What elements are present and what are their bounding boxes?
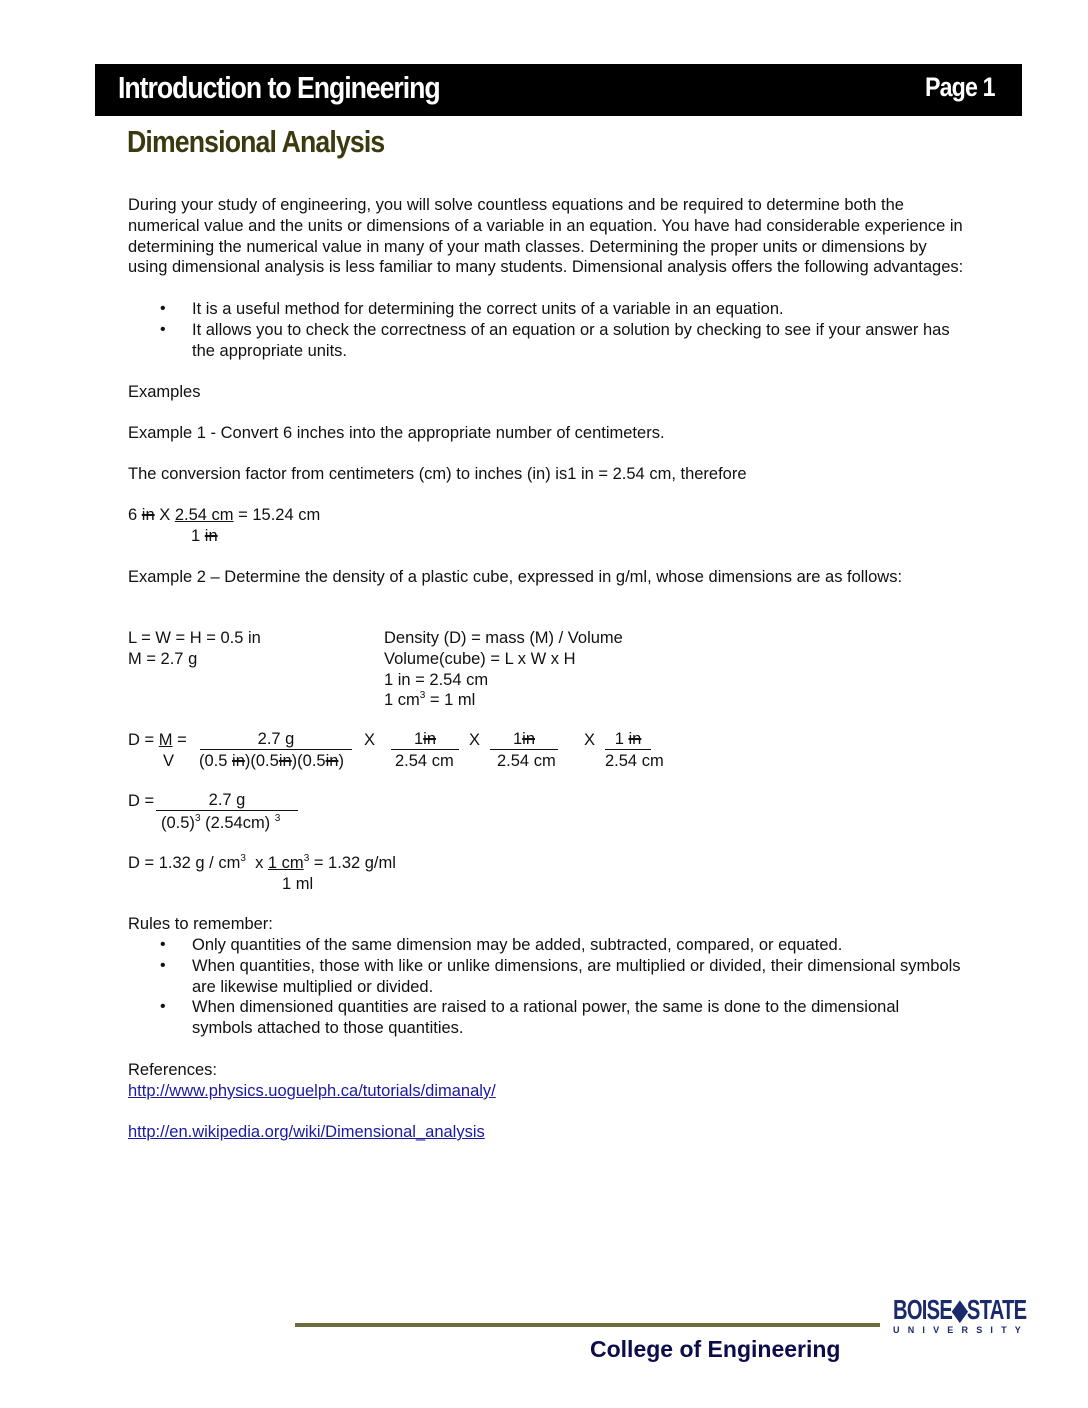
cancelled-unit: in [204, 527, 218, 545]
rule-item: • Only quantities of the same dimension may be added, subtracted, compared, or equated. [128, 935, 968, 956]
example1-denominator: 1 in [191, 527, 218, 545]
footer-divider [295, 1323, 880, 1327]
example1-conversion-note: The conversion factor from centimeters (cm) to inches (in) is1 in = 2.54 cm, therefore [128, 465, 747, 483]
density-equation-2: D = [128, 792, 155, 810]
reference-link-uoguelph[interactable]: http://www.physics.uoguelph.ca/tutorials/dimanaly/ [128, 1082, 496, 1100]
course-title: Introduction to Engineering [118, 70, 440, 105]
eq2-numerator: 2.7 g [156, 791, 298, 811]
density-equation-3: D = 1.32 g / $cm^3$ x 1 $cm^3 = 1.32$ g/ml [128, 853, 396, 872]
logo-subtitle: UNIVERSITY [893, 1325, 1030, 1335]
references-heading: References: [128, 1061, 217, 1079]
factor-numerator: 1in [391, 730, 459, 750]
factor-numerator: 1in [490, 730, 558, 750]
example1-equation: 6 in X 2.54 cm = 15.24 cm [128, 506, 321, 524]
denominator-v: V [163, 752, 175, 770]
eq2-denominator: $(0.5)^3$ (2.54cm) $^3$ [161, 813, 281, 832]
advantages-list [128, 299, 968, 361]
eq3-denominator: 1 ml [282, 875, 314, 893]
example1-statement: Example 1 - Convert 6 inches into the appropriate number of centimeters. [128, 424, 665, 442]
eq1-numerator: 2.7 g [200, 730, 352, 750]
advantage-item: • It allows you to check the correctness of an equation or a solution by checking to see if your answer has the appropriate units. [128, 320, 952, 362]
cancelled-unit: in [141, 506, 155, 524]
logo-wordmark: BOISE◆STATE [893, 1294, 1027, 1325]
boise-state-logo [893, 1295, 1033, 1339]
rule-item: • When dimensioned quantities are raised to a rational power, the same is done to the dimensional symbols attached to those quantities. [128, 997, 962, 1039]
density-equation-1: D = M = [128, 731, 187, 749]
intro-paragraph: During your study of engineering, you will solve countless equations and be required to determine both the numerical value and the units or dimensions of a variable in an equation. You have had considerable experience in determining the numerical value in many of your math classes. Determining the proper units or dimensions by using dimensional analysis is less familiar to many students. Dimensional analysis offers the following advantages: [128, 196, 964, 277]
page-number: Page 1 [925, 72, 995, 102]
example2-givens-left: L = W = H = 0.5 in M = 2.7 g [128, 629, 261, 668]
advantage-item: • It is a useful method for determining the correct units of a variable in an equation. [128, 299, 968, 320]
factor-numerator: 1 in [605, 730, 651, 750]
college-name: College of Engineering [590, 1336, 841, 1362]
document-title: Dimensional Analysis [127, 124, 385, 159]
rules-list [128, 935, 968, 1039]
example2-statement: Example 2 – Determine the density of a plastic cube, expressed in g/ml, whose dimensions are as follows: [128, 568, 903, 586]
eq1-denominator: (0.5 in)(0.5in)(0.5in) [199, 752, 344, 770]
rules-heading: Rules to remember: [128, 915, 273, 933]
examples-heading: Examples [128, 383, 201, 401]
reference-link-wikipedia[interactable]: http://en.wikipedia.org/wiki/Dimensional_analysis [128, 1123, 485, 1141]
rule-item: • When quantities, those with like or unlike dimensions, are multiplied or divided, their dimensional symbols are likewise multiplied or divided. [128, 956, 962, 998]
example2-givens-right: Density (D) = mass (M) / Volume Volume(cube) = L x W x H 1 in = 2.54 cm 1 $cm^3 = 1$ ml [384, 629, 623, 710]
